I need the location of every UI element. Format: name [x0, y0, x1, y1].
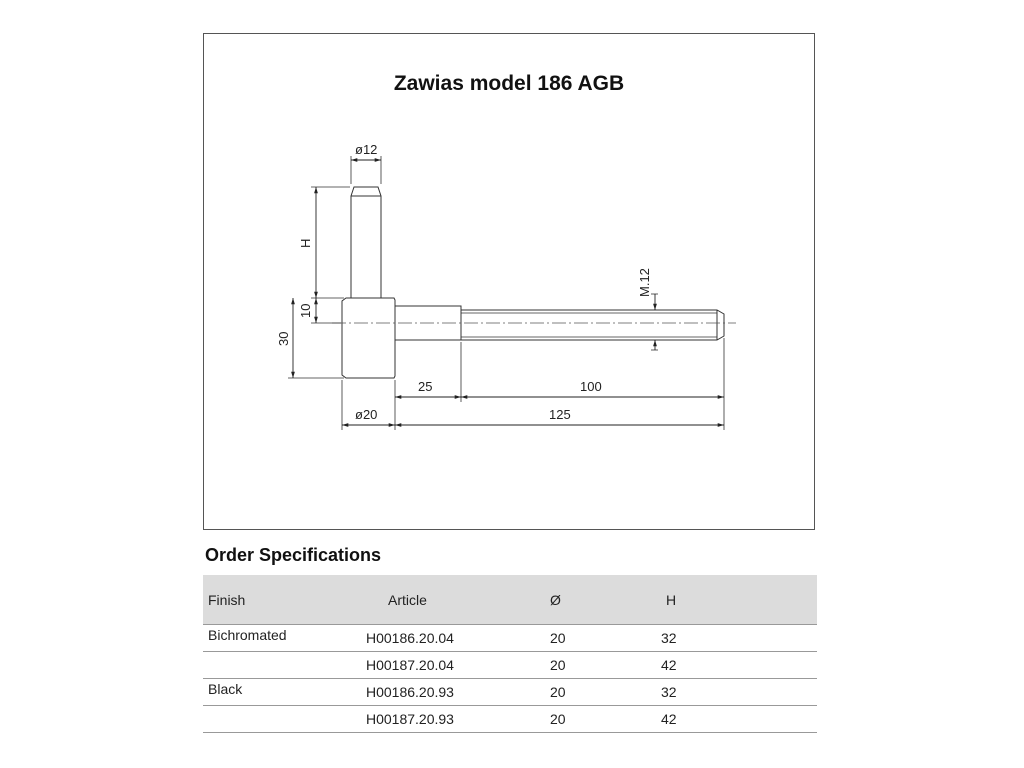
- dim-label-neck-length: 25: [418, 379, 433, 394]
- cell-finish: [203, 706, 366, 733]
- cell-diameter: 20: [548, 625, 655, 652]
- dim-label-barrel-diameter: ø20: [355, 407, 378, 422]
- cell-h: 42: [655, 652, 817, 679]
- table-row: [203, 652, 817, 679]
- dim-label-collar: 10: [298, 303, 313, 318]
- cell-article: H00187.20.93: [366, 706, 548, 733]
- dim-label-height: H: [298, 238, 313, 248]
- dim-label-pin-diameter: ø12: [355, 142, 378, 157]
- cell-h: 32: [655, 625, 817, 652]
- cell-finish: [203, 652, 366, 679]
- column-header-article: Article: [366, 575, 548, 625]
- column-header-diameter: Ø: [548, 575, 655, 625]
- order-specifications-table: [203, 575, 817, 733]
- column-header-finish: Finish: [203, 575, 366, 625]
- drawing-title: Zawias model 186 AGB: [393, 72, 625, 95]
- column-header-h: H: [655, 575, 817, 625]
- cell-h: 42: [655, 706, 817, 733]
- hinge-technical-drawing: [204, 34, 816, 531]
- cell-diameter: 20: [548, 652, 655, 679]
- order-specifications-heading: Order Specifications: [205, 545, 382, 565]
- cell-diameter: 20: [548, 706, 655, 733]
- table-row: [203, 706, 817, 733]
- drawing-frame: [203, 33, 815, 530]
- cell-finish: Black: [203, 679, 366, 706]
- cell-finish: Bichromated: [203, 625, 366, 652]
- cell-article: H00186.20.04: [366, 625, 548, 652]
- cell-article: H00187.20.04: [366, 652, 548, 679]
- table-header-row: [203, 575, 817, 625]
- threaded-rod-shape: [461, 310, 724, 340]
- cell-article: H00186.20.93: [366, 679, 548, 706]
- dim-label-thread-length: 100: [580, 379, 602, 394]
- dim-label-thread: M.12: [637, 268, 652, 297]
- dim-label-total-length: 125: [549, 407, 571, 422]
- cell-diameter: 20: [548, 679, 655, 706]
- dim-label-barrel-height: 30: [276, 331, 291, 346]
- table-row: [203, 625, 817, 652]
- table-row: [203, 679, 817, 706]
- barrel-shape: [342, 298, 395, 378]
- pin-shape: [351, 187, 381, 298]
- cell-h: 32: [655, 679, 817, 706]
